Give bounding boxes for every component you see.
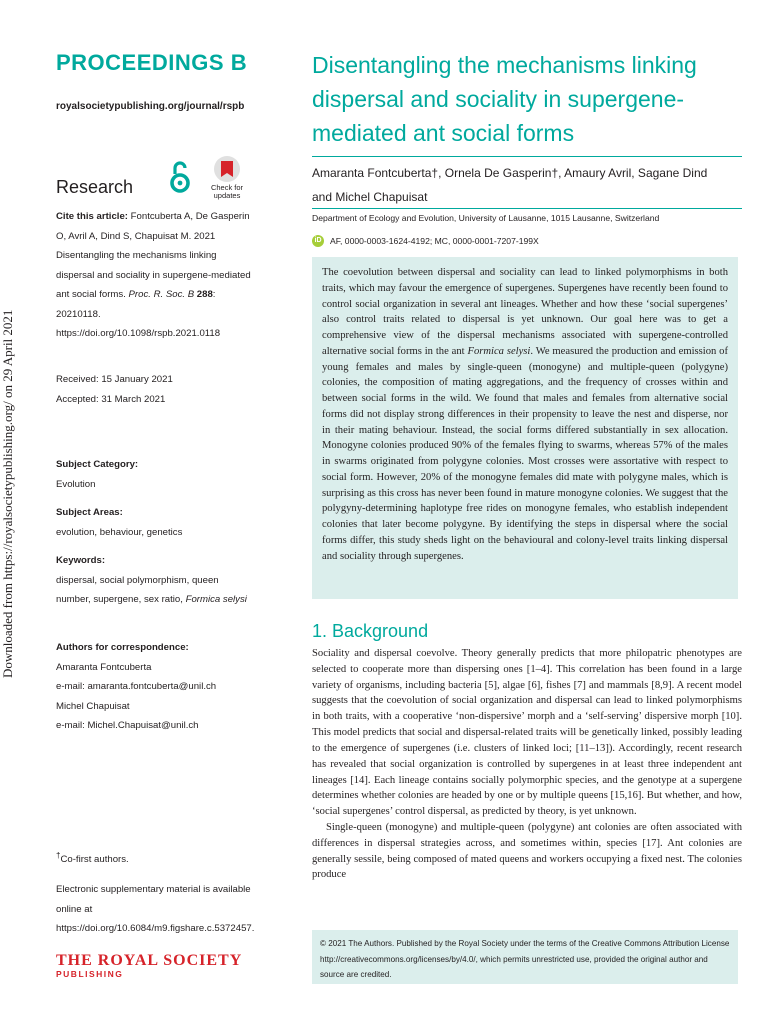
publisher-logo-sub: PUBLISHING xyxy=(56,969,124,979)
orcid-icon[interactable]: iD xyxy=(312,235,324,247)
cite-text: Fontcuberta A, De Gasperin O, Avril A, Dind S, Chapuisat M. 2021 Disentangling the mechanisms linking dispersal and sociality in supergene-mediated ant social forms. xyxy=(56,211,251,300)
correspondence-email-1[interactable]: e-mail: amaranta.fontcuberta@unil.ch xyxy=(56,681,217,692)
paragraph-1: Sociality and dispersal coevolve. Theory generally predicts that more philopatric phenotypes are selected to cooperate more than dispersing ones [1–4]. This correlation has been found in a large variety of organisms, including bacteria [5], algae [6], fishes [7] and mammals [8,9]. A recent model suggests that the coevolution of social organization and dispersal can lead to linked polymorphisms in both traits, with a cooperative ‘non-dispersive’ morph and a ‘self-serving’ dispersive morph [10]. This model predicts that social and dispersal-related traits will be genetically linked, possibly leading to the emergence of supergenes (i.e. clusters of linked loci; [11–13]). Accordingly, recent research has revealed that social organization is controlled by supergenes in at least three independent ant lineages [14]. Each lineage contains socially polymorphic species, and the genotype at a supergene determines whether colonies are headed by one or by multiple queens [15,16]. But whether, and how, ‘social supergenes’ control dispersal, as predicted by theory, is yet unknown. xyxy=(312,648,742,818)
cite-journal: Proc. R. Soc. B xyxy=(128,289,195,300)
body-text xyxy=(312,646,742,883)
authors-rule xyxy=(312,208,742,209)
subject-areas-label: Subject Areas: xyxy=(56,507,123,518)
accepted-date: Accepted: 31 March 2021 xyxy=(56,393,166,405)
abstract-text-1: The coevolution between dispersal and sociality can lead to linked polymorphisms in both traits, which may favour the emergence of supergenes. Supergenes have recently been found to control social organization in several ant lineages. Whether and how these ‘social supergenes’ also control traits related to dispersal is yet unknown. Our goal here was to get a comprehensive view of the dispersal mechanisms associated with supergene-controlled alternative social forms in the ant xyxy=(322,267,728,357)
abstract-box xyxy=(312,257,738,599)
article-category: Research xyxy=(56,177,134,197)
subject-category-label: Subject Category: xyxy=(56,459,139,470)
open-access-icon xyxy=(167,158,193,194)
keywords-value: dispersal, social polymorphism, queen number, supergene, sex ratio, xyxy=(56,574,219,605)
correspondence-name-1: Amaranta Fontcuberta xyxy=(56,661,152,673)
cite-article: : 20210118. xyxy=(56,289,216,320)
footnote-text: Co-first authors. xyxy=(60,854,129,866)
section-heading: 1. Background xyxy=(312,621,429,641)
check-for-updates-label: Check for updates xyxy=(210,183,244,200)
cite-doi[interactable]: https://doi.org/10.1098/rspb.2021.0118 xyxy=(56,328,221,339)
paragraph-2: Single-queen (monogyne) and multiple-queen (polygyne) ant colonies are often associated with differences in dispersal strategies across, and sometimes within, species [17]. Ant colonies are generally sessile, being composed of mated queens and workers occupying a fixed nest. The colonies produce xyxy=(312,821,742,881)
author-list: Amaranta Fontcuberta†, Ornela De Gasperin†, Amaury Avril, Sagane Dind and Michel Chapuisat xyxy=(312,166,708,204)
cite-label: Cite this article: xyxy=(56,211,128,222)
bookmark-icon xyxy=(214,156,240,182)
correspondence-block xyxy=(56,638,252,736)
journal-url[interactable]: royalsocietypublishing.org/journal/rspb xyxy=(56,101,245,112)
orcid-ids: AF, 0000-0003-1624-4192; MC, 0000-0001-7207-199X xyxy=(330,236,539,246)
keywords-label: Keywords: xyxy=(56,555,106,566)
correspondence-email-2[interactable]: e-mail: Michel.Chapuisat@unil.ch xyxy=(56,720,199,731)
correspondence-label: Authors for correspondence: xyxy=(56,642,189,653)
journal-name: PROCEEDINGS B xyxy=(56,50,248,75)
subject-areas xyxy=(56,503,252,542)
keywords-species: Formica selysi xyxy=(185,594,247,605)
download-banner: Downloaded from https://royalsocietypublishing.org/ on 29 April 2021 xyxy=(0,309,15,678)
citation-block xyxy=(56,207,252,344)
subject-category-value: Evolution xyxy=(56,478,96,490)
received-date: Received: 15 January 2021 xyxy=(56,374,173,385)
keywords xyxy=(56,551,252,610)
subject-areas-value: evolution, behaviour, genetics xyxy=(56,526,183,538)
publisher-logo: THE ROYAL SOCIETY xyxy=(56,952,243,969)
article-title: Disentangling the mechanisms linking dispersal and sociality in supergene-mediated ant social forms xyxy=(312,52,697,146)
subject-category xyxy=(56,455,252,494)
affiliation: Department of Ecology and Evolution, University of Lausanne, 1015 Lausanne, Switzerland xyxy=(312,213,660,223)
footnote xyxy=(56,846,252,870)
correspondence-name-2: Michel Chapuisat xyxy=(56,700,130,712)
license-box: © 2021 The Authors. Published by the Royal Society under the terms of the Creative Commons Attribution License http://creativecommons.org/licenses/by/4.0/, which permits unrestricted use, provided the original author and source are credited. xyxy=(312,930,738,984)
abstract-text-2: . We measured the production and emission of young females and males by single-queen (monogyne) and multiple-queen (polygyne) colonies, the composition of mating aggregations, and the frequency of crosses within and between social forms in the wild. We found that males and females from alternative social forms did not display strong differences in their propensity to leave the nest and disperse, nor in their mating behaviour. Instead, the social forms differed substantially in sex allocation. Monogyne colonies produced 90% of the females flying to swarms, whereas 57% of the males in swarms originated from polygyne colonies. Most crosses were assortative with respect to social form. However, 20% of the monogyne females did mate with polygyne males, which is surprising as this cross has never been found in mature monogyne colonies. We suggest that the polygyny-determining haplotype free rides on monogyne females, who establish independent colonies that later become polygyne. By identifying the steps in dispersal where the social forms differ, this study sheds light on the behavioural and colony-level traits linking dispersal and sociality through supergenes. xyxy=(322,345,728,562)
abstract-species: Formica selysi xyxy=(467,345,531,357)
orcid-line xyxy=(312,235,539,247)
supplementary-note[interactable]: Electronic supplementary material is available online at https://doi.org/10.6084/m9.figshare.c.5372457. xyxy=(56,884,255,934)
footnote-mark: † xyxy=(56,851,61,860)
dates-block xyxy=(56,370,252,409)
cite-volume: 288 xyxy=(196,289,213,300)
check-for-updates-badge[interactable] xyxy=(205,156,249,200)
title-rule xyxy=(312,156,742,157)
